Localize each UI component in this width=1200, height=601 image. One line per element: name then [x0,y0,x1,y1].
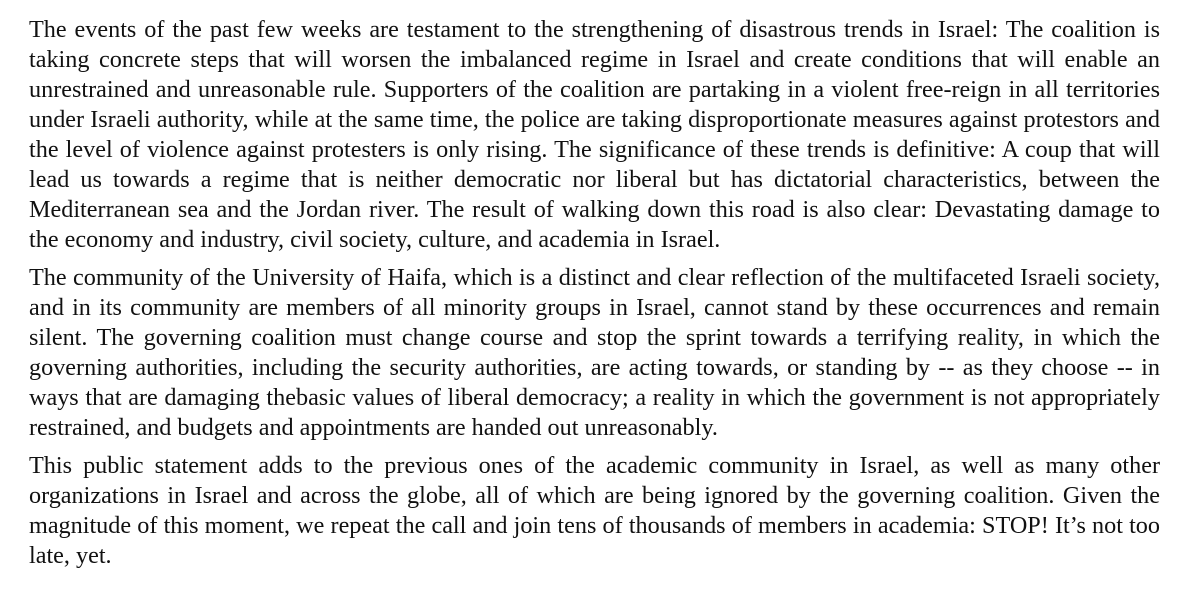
paragraph-3: This public statement adds to the previous ones of the academic community in Israel, as well as many other organizations in Israel and across the globe, all of which are being ignored by the governing coalition. Given the magnitude of this moment, we repeat the call and join tens of thousands of members in academia: STOP! It’s not too late, yet. [29,452,1160,569]
paragraph-2: The community of the University of Haifa, which is a distinct and clear reflection of the multifaceted Israeli society, and in its community are members of all minority groups in Israel, cannot stand by these occurrences and remain silent. The governing coalition must change course and stop the sprint towards a terrifying reality, in which the governing authorities, including the security authorities, are acting towards, or standing by -- as they choose -- in ways that are damaging thebasic values of liberal democracy; a reality in which the government is not appropriately restrained, and budgets and appointments are handed out unreasonably. [29,264,1160,441]
paragraph-1: The events of the past few weeks are testament to the strengthening of disastrous trends in Israel: The coalition is taking concrete steps that will worsen the imbalanced regime in Israel and create conditions that will enable an unrestrained and unreasonable rule. Supporters of the coalition are partaking in a violent free-reign in all territories under Israeli authority, while at the same time, the police are taking disproportionate measures against protestors and the level of violence against protesters is only rising. The significance of these trends is definitive: A coup that will lead us towards a regime that is neither democratic nor liberal but has dictatorial characteristics, between the Mediterranean sea and the Jordan river. The result of walking down this road is also clear: Devastating damage to the economy and industry, civil society, culture, and academia in Israel. [29,16,1160,253]
